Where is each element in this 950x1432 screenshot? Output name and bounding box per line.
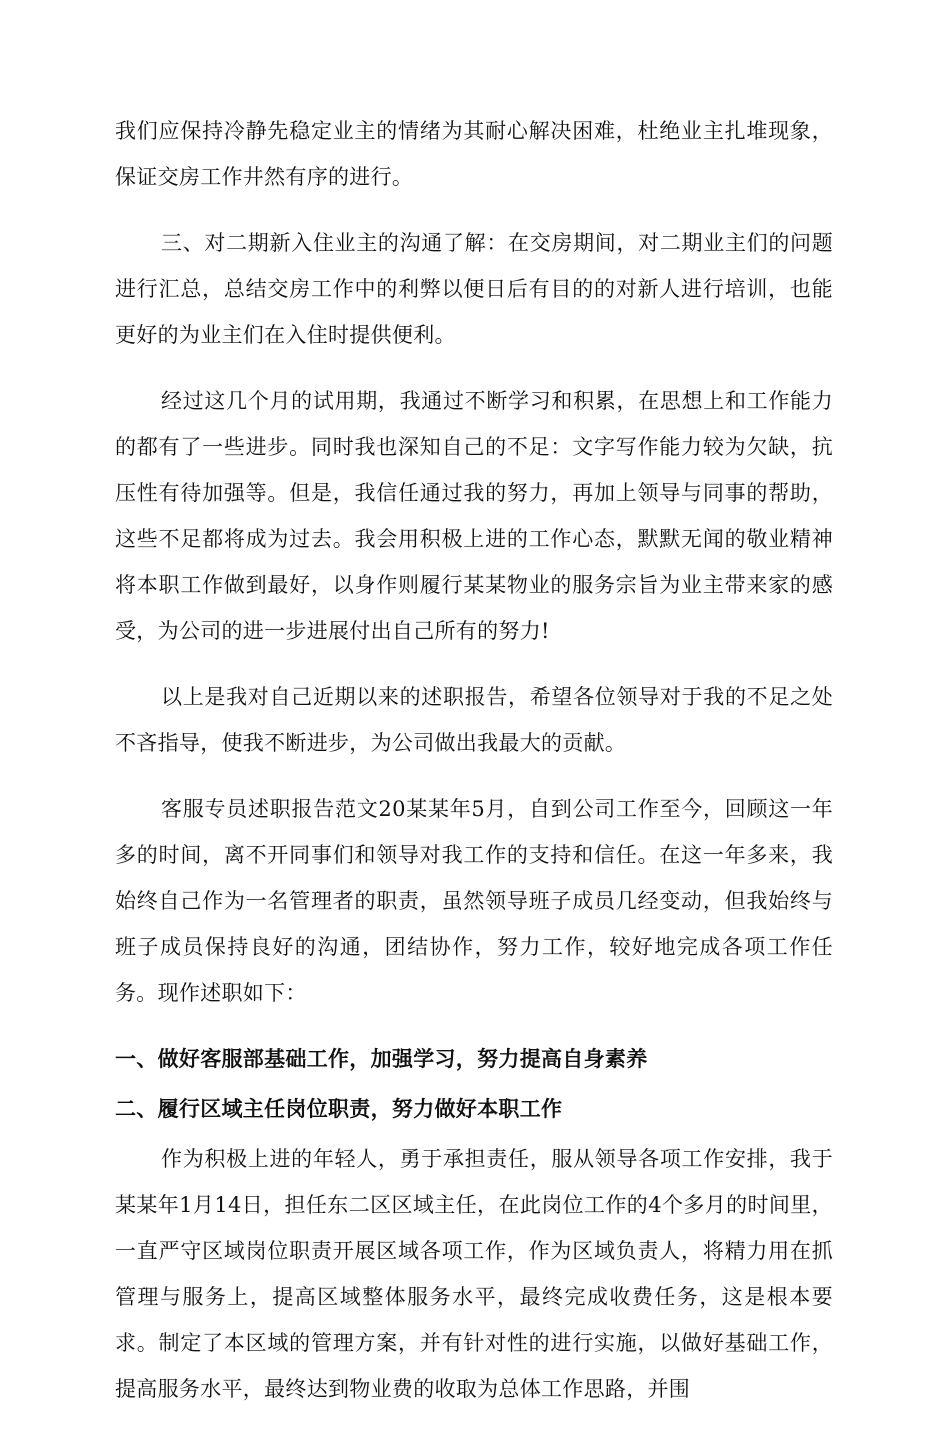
paragraph-section-three: 三、对二期新入住业主的沟通了解：在交房期间，对二期业主们的问题进行汇总，总结交房工作中的利弊以便日后有目的的对新人进行培训，也能更好的为业主们在入住时提供便利。 bbox=[115, 231, 833, 347]
paragraph-closing: 以上是我对自己近期以来的述职报告，希望各位领导对于我的不足之处不吝指导，使我不断进步，为公司做出我最大的贡献。 bbox=[115, 685, 833, 755]
paragraph-area-manager: 作为积极上进的年轻人，勇于承担责任，服从领导各项工作安排，我于某某年1月14日，担任东二区区域主任，在此岗位工作的4个多月的时间里，一直严守区域岗位职责开展区域各项工作，作为区域负责人，将精力用在抓管理与服务上，提高区域整体服务水平，最终完成收费任务，这是根本要求。制定了本区域的管理方案，并有针对性的进行实施，以做好基础工作，提高服务水平，最终达到物业费的收取为总体工作思路，并围 bbox=[115, 1147, 833, 1401]
document-body bbox=[115, 108, 833, 1432]
section-heading-two: 二、履行区域主任岗位职责，努力做好本职工作 bbox=[115, 1096, 563, 1121]
section-heading-one: 一、做好客服部基础工作，加强学习，努力提高自身素养 bbox=[115, 1046, 648, 1071]
paragraph-probation-summary: 经过这几个月的试用期，我通过不断学习和积累，在思想上和工作能力的都有了一些进步。同时我也深知自己的不足：文字写作能力较为欠缺，抗压性有待加强等。但是，我信任通过我的努力，再加上领导与同事的帮助，这些不足都将成为过去。我会用积极上进的工作心态，默默无闻的敬业精神将本职工作做到最好，以身作则履行某某物业的服务宗旨为业主带来家的感受，为公司的进一步进展付出自己所有的努力! bbox=[115, 389, 833, 643]
paragraph-report-intro: 客服专员述职报告范文20某某年5月，自到公司工作至今，回顾这一年多的时间，离不开同事们和领导对我工作的支持和信任。在这一年多来，我始终自己作为一名管理者的职责，虽然领导班子成员几经变动，但我始终与班子成员保持良好的沟通，团结协作，努力工作，较好地完成各项工作任务。现作述职如下： bbox=[115, 797, 833, 1005]
paragraph-intro-continuation: 我们应保持冷静先稳定业主的情绪为其耐心解决困难，杜绝业主扎堆现象，保证交房工作井然有序的进行。 bbox=[115, 119, 833, 189]
